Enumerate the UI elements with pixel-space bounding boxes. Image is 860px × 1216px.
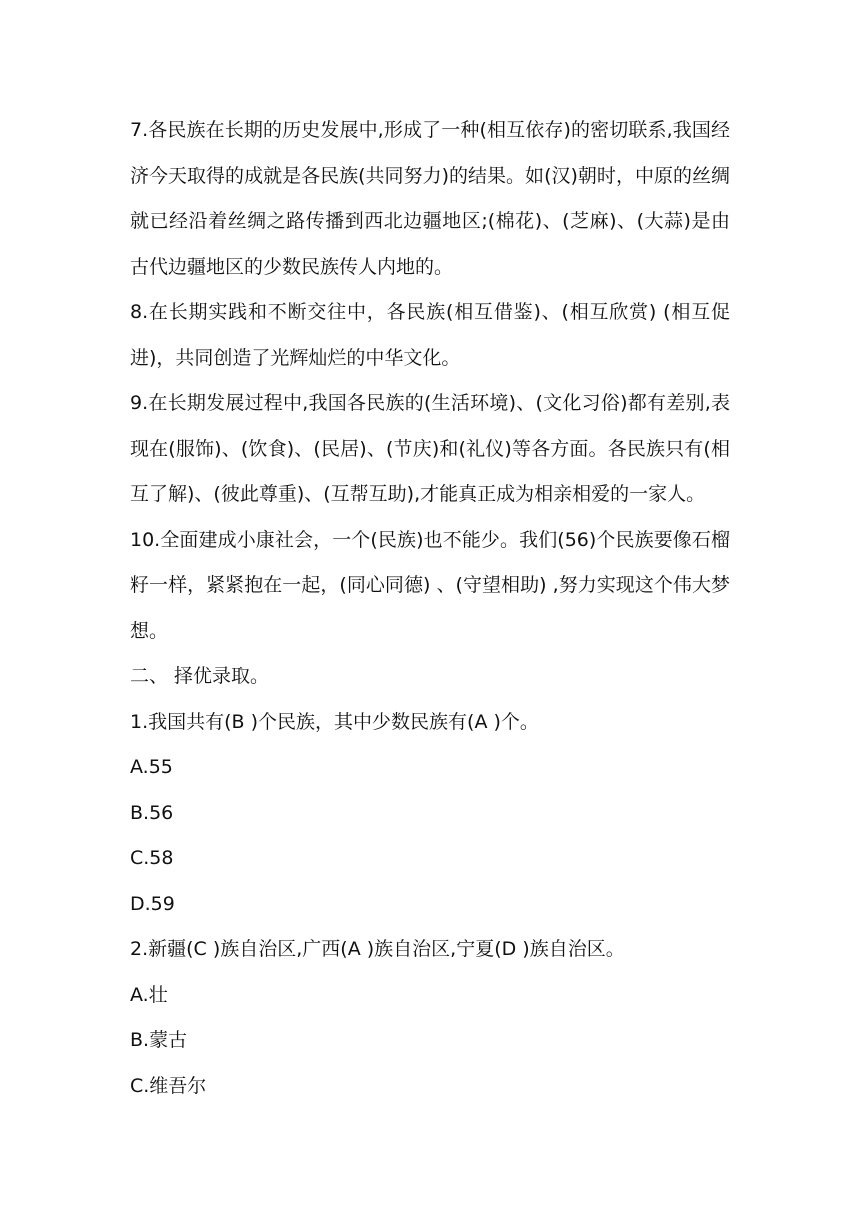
fill-blank-item-10: 10.全面建成小康社会，一个(民族)也不能少。我们(56)个民族要像石榴籽一样，紧紧抱在一起，(同心同德) 、(守望相助) ,努力实现这个伟大梦想。 <box>130 528 730 642</box>
fill-blank-item-8: 8.在长期实践和不断交往中，各民族(相互借鉴)、(相互欣赏) (相互促进)，共同创造了光辉灿烂的中华文化。 <box>130 301 730 369</box>
option-1-c: C.58 <box>130 847 174 869</box>
fill-blank-item-7: 7.各民族在长期的历史发展中,形成了一种(相互依存)的密切联系,我国经济今天取得的成就是各民族(共同努力)的结果。如(汉)朝时，中原的丝绸就已经沿着丝绸之路传播到西北边疆地区;(棉花)、(芝麻)、(大蒜)是由古代边疆地区的少数民族传人内地的。 <box>130 119 730 278</box>
question-stem-2: 2.新疆(C )族自治区,广西(A )族自治区,宁夏(D )族自治区。 <box>130 938 625 960</box>
option-1-d: D.59 <box>130 892 175 915</box>
option-2-c: C.维吾尔 <box>130 1074 207 1097</box>
fill-blank-item-9: 9.在长期发展过程中,我国各民族的(生活环境)、(文化习俗)都有差别,表现在(服饰)、(饮食)、(民居)、(节庆)和(礼仪)等各方面。各民族只有(相互了解)、(彼此尊重)、(互帮互助),才能真正成为相亲相爱的一家人。 <box>130 392 730 505</box>
document-page <box>130 108 730 1109</box>
option-2-b: B.蒙古 <box>130 1029 188 1051</box>
option-2-a: A.壮 <box>130 983 168 1006</box>
option-1-a: A.55 <box>130 756 173 778</box>
question-stem-1: 1.我国共有(B )个民族，其中少数民族有(A )个。 <box>130 710 539 733</box>
option-1-b: B.56 <box>130 801 174 824</box>
section-heading: 二、 择优录取。 <box>130 665 270 687</box>
